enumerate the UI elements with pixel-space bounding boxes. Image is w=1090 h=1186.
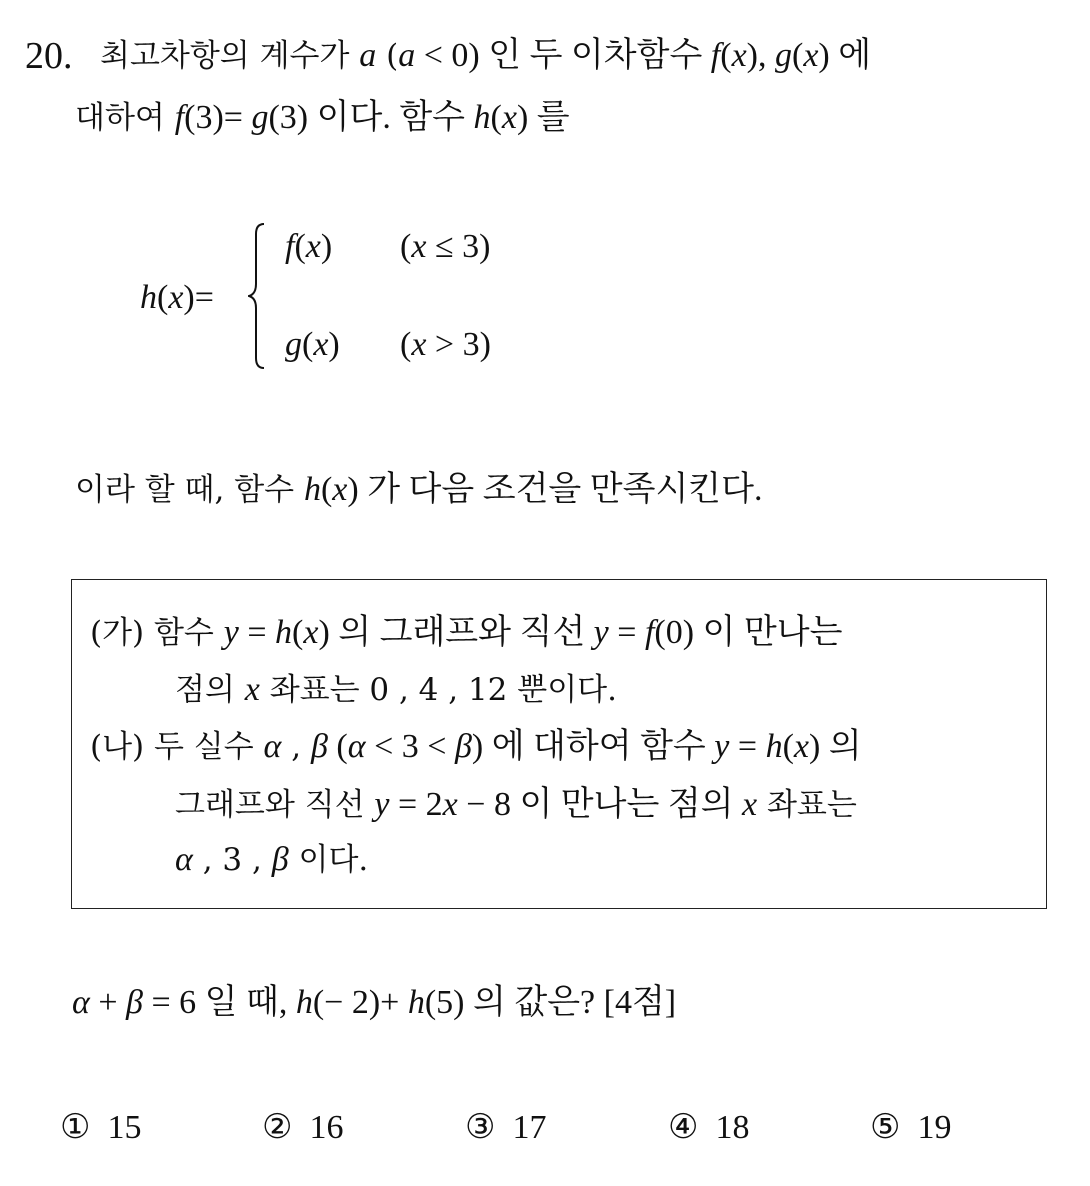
math-variable: x	[793, 728, 809, 765]
text-segment: (	[327, 728, 348, 765]
math-variable: β	[126, 984, 143, 1021]
text-segment: 점의	[175, 672, 245, 708]
text-segment: − 8 이 만나는 점의	[457, 786, 743, 823]
condition-b-line-3	[175, 840, 368, 880]
math-variable: α	[347, 728, 366, 765]
choice-2[interactable]: ② 16	[262, 1109, 344, 1146]
intro-line-2	[75, 98, 570, 138]
text-segment: (	[782, 728, 794, 765]
text-segment: ≤ 3)	[426, 228, 491, 265]
math-variable: x	[803, 37, 819, 74]
text-segment: ) 의 그래프와 직선	[318, 614, 594, 651]
question-number: 20.	[25, 35, 73, 77]
math-variable: β	[271, 841, 289, 878]
math-variable: β	[310, 728, 328, 765]
text-segment: (	[400, 326, 412, 363]
math-variable: x	[731, 37, 747, 74]
math-variable: h	[765, 728, 783, 765]
intro-line-1	[100, 36, 871, 76]
math-variable: x	[742, 786, 758, 823]
text-segment: (	[490, 99, 502, 136]
math-variable: α	[263, 728, 282, 765]
choice-3[interactable]: ③ 17	[465, 1109, 547, 1146]
math-variable: g	[775, 37, 792, 74]
choice-5[interactable]: ⑤ 19	[870, 1109, 952, 1146]
math-variable: h	[407, 984, 425, 1021]
text-segment: (5) 의 값은? [4점]	[424, 984, 677, 1021]
text-segment: =	[238, 614, 276, 651]
text-segment: 최고차항의 계수가	[100, 38, 360, 74]
math-variable: h	[295, 984, 313, 1021]
text-segment: =	[608, 614, 645, 651]
case1-function	[285, 227, 332, 267]
math-variable: f	[710, 37, 721, 74]
left-brace	[248, 222, 266, 370]
text-segment: (	[292, 614, 304, 651]
text-segment: (	[376, 38, 399, 74]
math-variable: y	[374, 786, 390, 823]
case2-function	[285, 325, 340, 365]
text-segment: )	[320, 228, 333, 265]
text-segment: (	[320, 471, 333, 508]
math-variable: x	[305, 228, 321, 265]
text-segment: (− 2)+	[312, 984, 408, 1021]
choice-1[interactable]: ① 15	[60, 1109, 142, 1146]
text-segment: 이라 할 때, 함수	[75, 472, 304, 508]
text-segment: < 0) 인 두 이차함수	[415, 37, 711, 74]
text-segment: ) 에 대하여 함수	[471, 728, 715, 765]
math-variable: x	[313, 326, 329, 363]
text-segment: (	[302, 326, 314, 363]
text-segment: )	[328, 326, 340, 363]
text-segment: (	[294, 228, 306, 265]
condition-a-line-2	[175, 670, 617, 710]
text-segment: ) 의	[808, 728, 862, 765]
math-variable: h	[303, 471, 321, 508]
math-variable: x	[411, 228, 427, 265]
condition-a-line-1	[90, 613, 842, 653]
text-segment: (나) 두 실수	[90, 729, 264, 765]
text-segment: (	[400, 228, 412, 265]
math-variable: y	[223, 614, 239, 651]
question-text	[72, 983, 676, 1023]
math-variable: x	[168, 279, 184, 316]
text-segment: = 6 일 때,	[142, 984, 296, 1021]
text-segment: ,	[281, 729, 311, 765]
math-variable: g	[251, 99, 269, 136]
math-variable: x	[303, 614, 319, 651]
condition-b-line-2	[175, 785, 857, 825]
text-segment: 그래프와 직선	[175, 787, 375, 823]
math-variable: y	[714, 728, 730, 765]
text-segment: (0) 이 만나는	[654, 614, 843, 651]
case1-condition	[400, 227, 490, 267]
math-variable: β	[454, 728, 472, 765]
text-segment: )=	[183, 279, 214, 316]
math-variable: α	[175, 841, 193, 878]
text-segment: = 2	[389, 786, 443, 823]
math-variable: y	[593, 614, 609, 651]
math-variable: a	[398, 37, 416, 74]
text-segment: , 3 ,	[192, 842, 272, 878]
text-segment: (	[157, 279, 169, 316]
definition-lhs	[140, 278, 214, 318]
math-variable: x	[244, 671, 260, 708]
math-variable: g	[285, 326, 302, 363]
math-variable: h	[275, 614, 293, 651]
math-variable: a	[359, 37, 377, 74]
text-segment: 이다.	[288, 842, 369, 878]
text-segment: (3) 이다. 함수	[268, 99, 474, 136]
text-segment: +	[89, 984, 127, 1021]
math-variable: x	[332, 471, 348, 508]
math-variable: f	[285, 228, 295, 265]
case2-condition	[400, 325, 491, 365]
text-segment: (	[720, 37, 732, 74]
text-segment: 대하여	[75, 100, 175, 136]
math-variable: x	[411, 326, 427, 363]
text-segment: 좌표는	[757, 787, 857, 823]
text-segment: (가) 함수	[90, 615, 224, 651]
math-variable: f	[644, 614, 655, 651]
math-variable: f	[174, 99, 185, 136]
math-variable: x	[442, 786, 458, 823]
text-segment: ),	[746, 37, 775, 74]
math-variable: h	[473, 99, 491, 136]
text-segment: > 3)	[426, 326, 491, 363]
text-segment: ) 를	[516, 99, 570, 136]
condition-b-line-1	[90, 727, 862, 767]
after-definition	[75, 470, 762, 510]
text-segment: =	[729, 728, 766, 765]
math-variable: h	[140, 279, 157, 316]
text-segment: 좌표는 0 , 4 , 12 뿐이다.	[259, 672, 617, 708]
text-segment: ) 에	[818, 37, 872, 74]
text-segment: (	[792, 37, 804, 74]
text-segment: < 3 <	[365, 728, 455, 765]
math-variable: x	[501, 99, 517, 136]
choice-4[interactable]: ④ 18	[668, 1109, 750, 1146]
text-segment: ) 가 다음 조건을 만족시킨다.	[347, 471, 763, 508]
text-segment: (3)=	[184, 99, 252, 136]
math-variable: α	[72, 984, 90, 1021]
